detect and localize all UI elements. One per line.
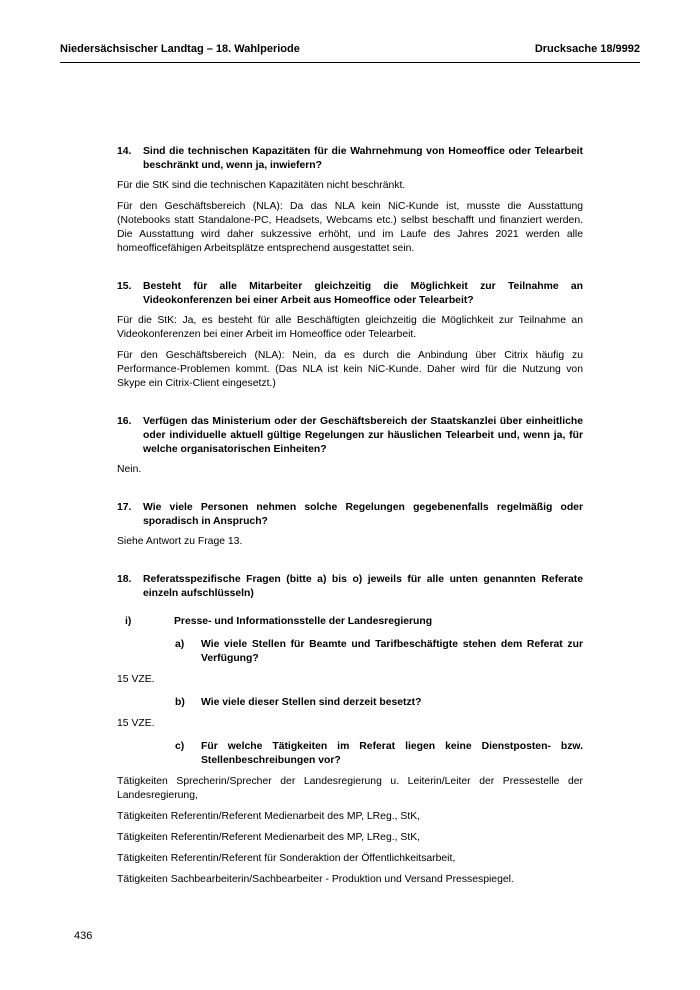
answer-paragraph: 15 VZE. [117,718,155,729]
question-18-section [117,573,583,887]
page-header [60,40,640,63]
question-text: Sind die technischen Kapazitäten für die Wahrnehmung von Homeoffice oder Telearbeit beschränkt und, wenn ja, inwiefern? [143,146,583,171]
question-number: 17. [117,502,132,513]
subsection-title: Presse- und Informationsstelle der Landesregierung [174,616,433,627]
question-17 [117,501,583,529]
subquestion-c [117,740,583,768]
question-number: 15. [117,281,132,292]
question-number: 18. [117,574,132,585]
answer-paragraph: Nein. [117,464,142,475]
subquestion-label: b) [175,697,185,708]
question-17-section [117,501,583,549]
answer-paragraph: Tätigkeiten Sprecherin/Sprecher der Landesregierung u. Leiterin/Leiter der Pressestelle der Landesregierung, [117,776,583,801]
answer-paragraph: Tätigkeiten Referentin/Referent Medienarbeit des MP, LReg., StK, [117,832,421,843]
page-number: 436 [74,930,93,942]
question-text: Referatsspezifische Fragen (bitte a) bis o) jeweils für alle unten genannten Referate einzeln aufschlüsseln) [143,574,583,599]
subquestion-a [117,638,583,666]
answer-paragraph: Siehe Antwort zu Frage 13. [117,536,243,547]
question-16-section [117,415,583,477]
question-number: 14. [117,146,132,157]
question-number: 16. [117,416,132,427]
question-15-section [117,280,583,391]
subquestion-b [117,696,583,710]
document-body [117,145,583,894]
answer-paragraph: Tätigkeiten Sachbearbeiterin/Sachbearbeiter - Produktion und Versand Pressespiegel. [117,874,514,885]
answer-paragraph: Für den Geschäftsbereich (NLA): Nein, da es durch die Anbindung über Citrix häufig zu Performance-Problemen kommt. (Das NLA ist kein NiC-Kunde. Daher wird für die Nutzung von Skype ein Citrix-Client eingesetzt.) [117,350,583,389]
question-15 [117,280,583,308]
subquestion-text: Wie viele Stellen für Beamte und Tarifbeschäftigte stehen dem Referat zur Verfügung? [201,639,583,664]
answer-paragraph: Tätigkeiten Referentin/Referent Medienarbeit des MP, LReg., StK, [117,811,421,822]
answer-paragraph: Für die StK: Ja, es besteht für alle Beschäftigten gleichzeitig die Möglichkeit zur Teilnahme an Videokonferenzen bei einer Arbeit im Homeoffice oder Telearbeit. [117,315,583,340]
question-text: Verfügen das Ministerium oder der Geschäftsbereich der Staatskanzlei über einheitliche oder individuelle aktuell gültige Regelungen zur häuslichen Telearbeit und, wenn ja, für welche organisatorischen Einheiten? [143,416,583,455]
subquestion-label: c) [175,741,185,752]
subquestion-label: a) [175,639,185,650]
question-14-section [117,145,583,256]
question-18 [117,573,583,601]
answer-paragraph: Für die StK sind die technischen Kapazitäten nicht beschränkt. [117,180,406,191]
subquestion-text: Für welche Tätigkeiten im Referat liegen keine Dienstposten- bzw. Stellenbeschreibungen vor? [201,741,583,766]
question-16 [117,415,583,457]
header-document-number: Drucksache 18/9992 [534,43,640,55]
question-text: Besteht für alle Mitarbeiter gleichzeitig die Möglichkeit zur Teilnahme an Videokonferenzen bei einer Arbeit aus Homeoffice oder Telearbeit? [143,281,583,306]
subquestion-text: Wie viele dieser Stellen sind derzeit besetzt? [201,697,422,708]
answer-paragraph: 15 VZE. [117,674,155,685]
answer-paragraph: Tätigkeiten Referentin/Referent für Sonderaktion der Öffentlichkeitsarbeit, [117,853,456,864]
subsection-label: i) [125,616,132,627]
question-14 [117,145,583,173]
answer-paragraph: Für den Geschäftsbereich (NLA): Da das NLA kein NiC-Kunde ist, musste die Ausstattung (Notebooks statt Standalone-PC, Headsets, Webcams etc.) selbst beschafft und finanziert werden. Die Ausstattung wird daher sukzessive erhöht, und im Laufe des Jahres 2021 werden alle homeofficefähigen Arbeitsplätze entsprechend ausgestattet sein. [117,201,583,254]
subsection-i-heading [117,615,583,629]
question-text: Wie viele Personen nehmen solche Regelungen gegebenenfalls regelmäßig oder sporadisch in Anspruch? [143,502,583,527]
header-parliament-title: Niedersächsischer Landtag – 18. Wahlperiode [60,43,300,55]
